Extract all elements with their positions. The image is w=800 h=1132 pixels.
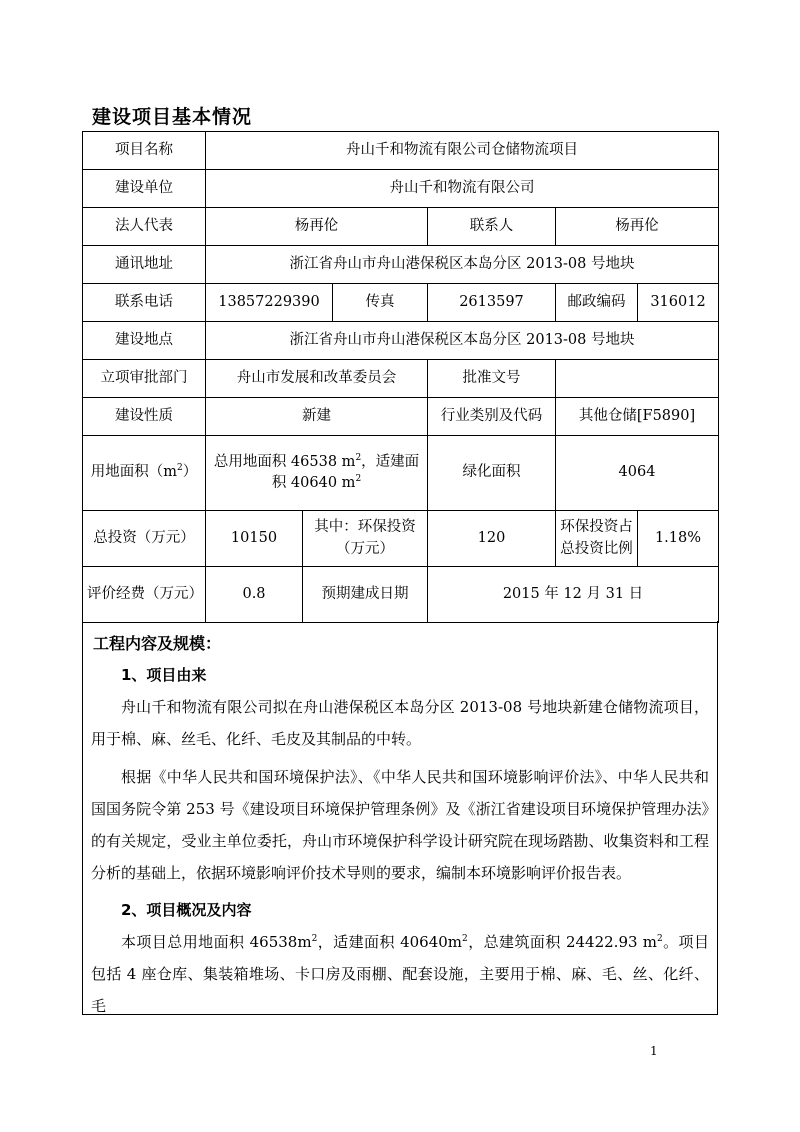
- postcode-value: 316012: [638, 284, 719, 322]
- fax-value: 2613597: [428, 284, 556, 322]
- approval-doc-label: 批准文号: [428, 360, 556, 398]
- env-invest-label: 其中：环保投资（万元）: [303, 511, 428, 567]
- nature-value: 新建: [206, 398, 428, 436]
- contact-value: 杨再伦: [556, 208, 719, 246]
- invest-label: 总投资（万元）: [83, 511, 206, 567]
- complete-date-label: 预期建成日期: [303, 567, 428, 623]
- paragraph-origin: 舟山千和物流有限公司拟在舟山港保税区本岛分区 2013-08 号地块新建仓储物流项目，用于棉、麻、丝毛、化纤、毛皮及其制品的中转。: [91, 698, 709, 748]
- eval-fee-value: 0.8: [206, 567, 303, 623]
- approval-dept-value: 舟山市发展和改革委员会: [206, 360, 428, 398]
- legal-rep-label: 法人代表: [83, 208, 206, 246]
- green-value: 4064: [556, 436, 719, 511]
- address-label: 通讯地址: [83, 246, 206, 284]
- eval-fee-label: 评价经费（万元）: [83, 567, 206, 623]
- paragraph-basis: 根据《中华人民共和国环境保护法》、《中华人民共和国环境影响评价法》、中华人民共和国国务院令第 253 号《建设项目环境保护管理条例》及《浙江省建设项目环境保护管理办法》的有关规定，受业主单位委托，舟山市环境保护科学设计研究院在现场踏勘、收集资料和工程分析的基础上，依据环境影响评价技术导则的要求，编制本环境影响评价报告表。: [91, 768, 709, 882]
- area-value: 总用地面积 46538 $m^2$，适建面积 40640 $m^2$: [206, 436, 428, 511]
- subsection-title-origin: 1、项目由来: [121, 666, 207, 684]
- project-info-table: [82, 131, 719, 623]
- invest-value: 10150: [206, 511, 303, 567]
- site-label: 建设地点: [83, 322, 206, 360]
- unit-label: 建设单位: [83, 170, 206, 208]
- contact-label: 联系人: [428, 208, 556, 246]
- paragraph-overview: 本项目总用地面积 $46538m^2$，适建面积 $40640m^2$，总建筑面积 24422.93 $m^2$。项目包括 4 座仓库、集装箱堆场、卡口房及雨棚、配套设施，主要用于棉、麻、毛、丝、化纤、毛: [91, 933, 709, 1015]
- page-number: 1: [650, 1044, 658, 1058]
- industry-label: 行业类别及代码: [428, 398, 556, 436]
- approval-dept-label: 立项审批部门: [83, 360, 206, 398]
- legal-rep-value: 杨再伦: [206, 208, 428, 246]
- subsection-title-overview: 2、项目概况及内容: [121, 901, 252, 919]
- address-value: 浙江省舟山市舟山港保税区本岛分区 2013-08 号地块: [206, 246, 719, 284]
- complete-date-value: 2015 年 12 月 31 日: [428, 567, 719, 623]
- postcode-label: 邮政编码: [556, 284, 638, 322]
- unit-value: 舟山千和物流有限公司: [206, 170, 719, 208]
- env-ratio-value: 1.18%: [638, 511, 719, 567]
- green-label: 绿化面积: [428, 436, 556, 511]
- area-label: 用地面积$(m^2)$: [83, 436, 206, 511]
- env-invest-value: 120: [428, 511, 556, 567]
- project-name-label: 项目名称: [83, 132, 206, 170]
- project-name-value: 舟山千和物流有限公司仓储物流项目: [206, 132, 719, 170]
- site-value: 浙江省舟山市舟山港保税区本岛分区 2013-08 号地块: [206, 322, 719, 360]
- section-title: 工程内容及规模：: [93, 634, 222, 653]
- project-content-section: [82, 621, 718, 1015]
- nature-label: 建设性质: [83, 398, 206, 436]
- industry-value: 其他仓储[F5890]: [556, 398, 719, 436]
- phone-label: 联系电话: [83, 284, 206, 322]
- approval-doc-value: [556, 360, 719, 398]
- env-ratio-label: 环保投资占总投资比例: [556, 511, 638, 567]
- phone-value: 13857229390: [206, 284, 333, 322]
- fax-label: 传真: [333, 284, 428, 322]
- page-title: 建设项目基本情况: [92, 106, 253, 128]
